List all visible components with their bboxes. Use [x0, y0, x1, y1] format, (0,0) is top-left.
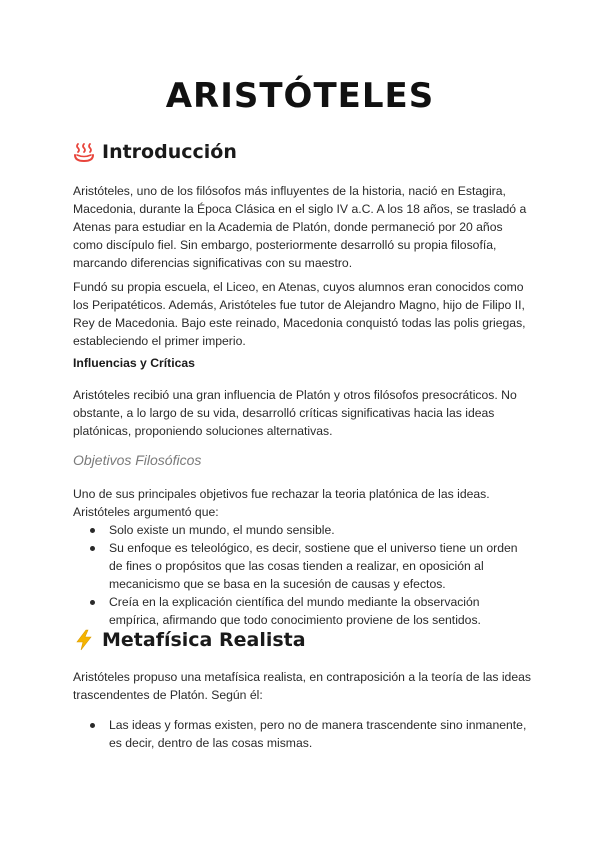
- list-item: Solo existe un mundo, el mundo sensible.: [73, 521, 533, 539]
- lightning-icon: [73, 629, 95, 651]
- section-heading-text: Metafísica Realista: [102, 629, 306, 651]
- subheading-objetivos: Objetivos Filosóficos: [73, 452, 202, 468]
- section-heading-metafisica: [73, 629, 306, 651]
- paragraph: Uno de sus principales objetivos fue rechazar la teoria platónica de las ideas. Aristóteles argumentó que:: [73, 487, 490, 519]
- section-heading-introduccion: [73, 141, 237, 163]
- list-item: Las ideas y formas existen, pero no de manera trascendente sino inmanente, es decir, dentro de las cosas mismas.: [73, 716, 533, 752]
- paragraph: Aristóteles, uno de los filósofos más influyentes de la historia, nació en Estagira, Macedonia, durante la Época Clásica en el siglo IV a.C. A los 18 años, se trasladó a Atenas para estudiar en la Academia de Platón, donde permaneció por 20 años como discípulo fiel. Sin embargo, posteriormente desarrolló su propia filosofía, marcando diferencias significativas con su maestro.: [73, 184, 527, 270]
- list-item: Su enfoque es teleológico, es decir, sostiene que el universo tiene un orden de fines o propósitos que las cosas tienden a realizar, en oposición al mecanicismo que se basa en la sucesión de causas y efectos.: [73, 539, 533, 593]
- hot-springs-icon: [73, 141, 95, 163]
- bullet-list: [73, 716, 533, 752]
- subheading-influencias: Influencias y Críticas: [73, 356, 195, 370]
- paragraph: Fundó su propia escuela, el Liceo, en Atenas, cuyos alumnos eran conocidos como los Peripatéticos. Además, Aristóteles fue tutor de Alejandro Magno, hijo de Filipo II, Rey de Macedonia. Bajo este reinado, Macedonia conquistó todas las polis griegas, estableciendo el primer imperio.: [73, 280, 526, 348]
- paragraph: Aristóteles recibió una gran influencia de Platón y otros filósofos presocráticos. No obstante, a lo largo de su vida, desarrolló críticas significativas hacia las ideas platónicas, proponiendo soluciones alternativas.: [73, 388, 517, 438]
- bullet-list: [73, 521, 533, 629]
- paragraph: Aristóteles propuso una metafísica realista, en contraposición a la teoría de las ideas trascendentes de Platón. Según él:: [73, 670, 531, 702]
- list-item: Creía en la explicación científica del mundo mediante la observación empírica, afirmando que todo conocimiento proviene de los sentidos.: [73, 593, 533, 629]
- document-title: ARISTÓTELES: [165, 76, 435, 116]
- section-heading-text: Introducción: [102, 141, 237, 163]
